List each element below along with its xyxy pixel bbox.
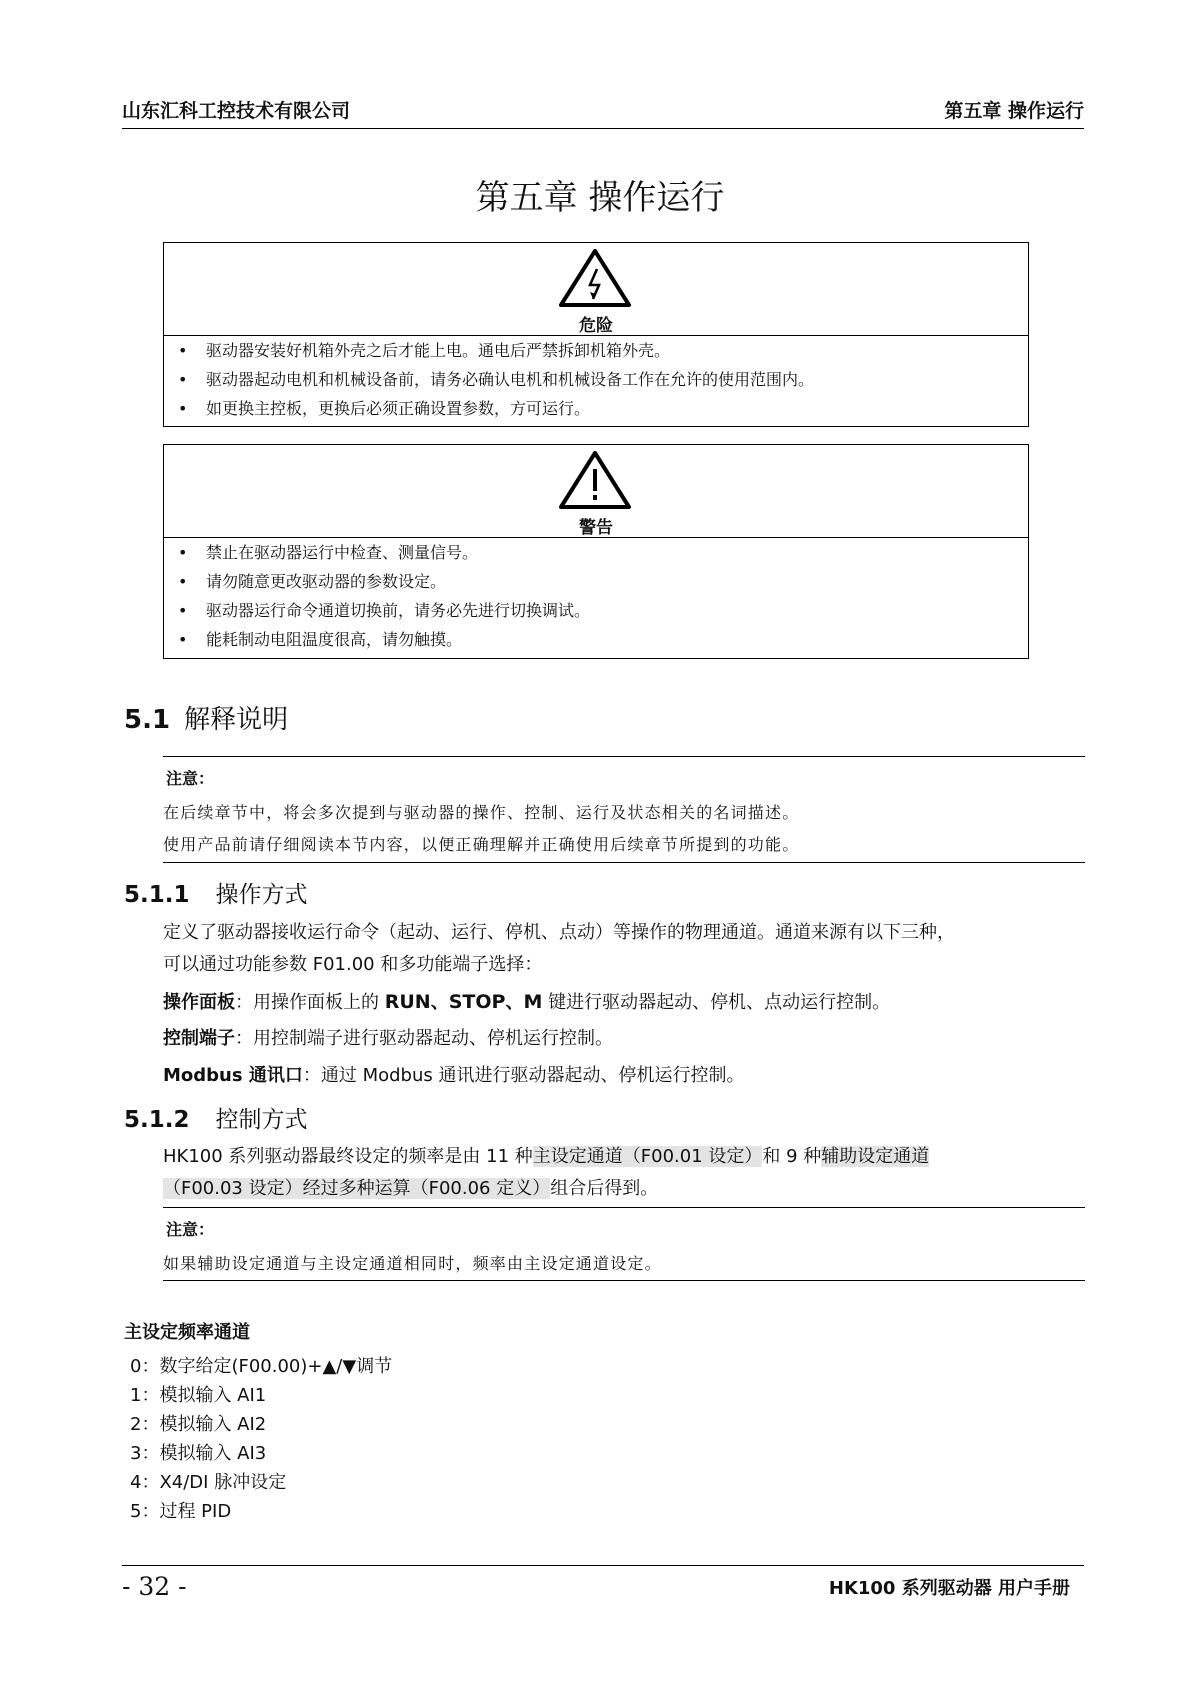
operation-panel-line — [163, 988, 890, 1014]
section-title: 解释说明 — [184, 705, 289, 735]
section-heading — [124, 699, 288, 736]
subsection-heading — [124, 876, 308, 909]
text: HK100 系列驱动器最终设定的频率是由 11 种 — [163, 1146, 533, 1167]
danger-label: 危险 — [579, 316, 613, 336]
text: ：通过 Modbus 通讯进行驱动器起动、停机运行控制。 — [302, 1065, 745, 1086]
danger-item: • 驱动器安装好机箱外壳之后才能上电。通电后严禁拆卸机箱外壳。 — [164, 336, 1028, 365]
run-key-label: RUN — [384, 991, 431, 1013]
highlighted-text: 主设定通道（F00.01 设定） — [532, 1146, 763, 1167]
highlighted-text: （F00.03 设定）经过多种运算（F00.06 定义） — [163, 1178, 551, 1199]
paragraph — [163, 1174, 658, 1200]
note-title: 注意： — [166, 1220, 215, 1239]
warning-item: • 能耗制动电阻温度很高，请勿触摸。 — [164, 625, 1028, 654]
note-line: 如果辅助设定通道与主设定通道相同时，频率由主设定通道设定。 — [163, 1254, 662, 1273]
warning-box — [163, 444, 1029, 659]
header-divider — [122, 128, 1084, 129]
text: ：用控制端子进行驱动器起动、停机运行控制。 — [235, 1028, 613, 1049]
subsection-number: 5.1.1 — [124, 882, 190, 908]
list-item: 2：模拟输入 AI2 — [130, 1414, 267, 1435]
text: 键进行驱动器起动、停机、点动运行控制。 — [542, 992, 891, 1013]
m-key-label: M — [523, 991, 543, 1013]
subsection-heading — [124, 1101, 308, 1134]
list-item: 3：模拟输入 AI3 — [130, 1443, 267, 1464]
term-label: 操作面板 — [163, 992, 235, 1013]
electric-hazard-icon — [557, 247, 633, 309]
term-label: Modbus 通讯口 — [163, 1065, 303, 1086]
text: ：用操作面板上的 — [235, 992, 385, 1013]
page-title: 第五章 操作运行 — [475, 178, 725, 218]
note-bottom-rule — [163, 862, 1085, 863]
paragraph — [163, 1142, 929, 1168]
section-number: 5.1 — [124, 705, 171, 735]
text: 组合后得到。 — [550, 1178, 659, 1199]
warning-exclamation-icon — [557, 449, 633, 511]
list-heading: 主设定频率通道 — [124, 1322, 250, 1343]
warning-item: • 禁止在驱动器运行中检查、测量信号。 — [164, 538, 1028, 567]
term-label: 控制端子 — [163, 1028, 235, 1049]
list-item: 4：X4/DI 脉冲设定 — [130, 1472, 287, 1493]
highlighted-text: 辅助设定通道 — [821, 1146, 930, 1167]
paragraph: 定义了驱动器接收运行命令（起动、运行、停机、点动）等操作的物理通道。通道来源有以下三种， — [163, 922, 955, 943]
list-item: 1：模拟输入 AI1 — [130, 1385, 267, 1406]
separator: 、 — [430, 992, 449, 1013]
separator: 、 — [505, 992, 524, 1013]
note-title: 注意： — [166, 769, 215, 788]
subsection-title: 操作方式 — [215, 882, 308, 908]
danger-box — [163, 242, 1029, 427]
subsection-number: 5.1.2 — [124, 1107, 190, 1133]
danger-item: • 驱动器起动电机和机械设备前，请务必确认电机和机械设备工作在允许的使用范围内。 — [164, 365, 1028, 394]
warning-item: • 请勿随意更改驱动器的参数设定。 — [164, 567, 1028, 596]
note-bottom-rule — [163, 1280, 1085, 1281]
page-number: - 32 - — [122, 1572, 187, 1601]
warning-label: 警告 — [579, 518, 613, 538]
control-terminal-line — [163, 1024, 613, 1050]
text: 和 9 种 — [762, 1146, 822, 1167]
danger-box-header — [164, 243, 1028, 336]
footer-divider — [122, 1565, 1084, 1566]
list-item: 5：过程 PID — [130, 1501, 232, 1522]
note-top-rule — [163, 756, 1085, 757]
paragraph: 可以通过功能参数 F01.00 和多功能端子选择： — [163, 954, 543, 975]
list-item: 0：数字给定(F00.00)+▲/▼调节 — [130, 1356, 393, 1377]
warning-item: • 驱动器运行命令通道切换前，请务必先进行切换调试。 — [164, 596, 1028, 625]
note-top-rule — [163, 1207, 1085, 1208]
header-company: 山东汇科工控技术有限公司 — [122, 100, 351, 122]
note-line: 使用产品前请仔细阅读本节内容，以便正确理解并正确使用后续章节所提到的功能。 — [163, 835, 800, 854]
subsection-title: 控制方式 — [215, 1107, 308, 1133]
modbus-line — [163, 1061, 744, 1087]
manual-title: HK100 系列驱动器 用户手册 — [828, 1578, 1070, 1599]
stop-key-label: STOP — [448, 991, 506, 1013]
header-chapter: 第五章 操作运行 — [944, 100, 1084, 122]
note-line: 在后续章节中，将会多次提到与驱动器的操作、控制、运行及状态相关的名词描述。 — [163, 803, 800, 822]
warning-box-header — [164, 445, 1028, 538]
danger-item: • 如更换主控板，更换后必须正确设置参数，方可运行。 — [164, 394, 1028, 423]
